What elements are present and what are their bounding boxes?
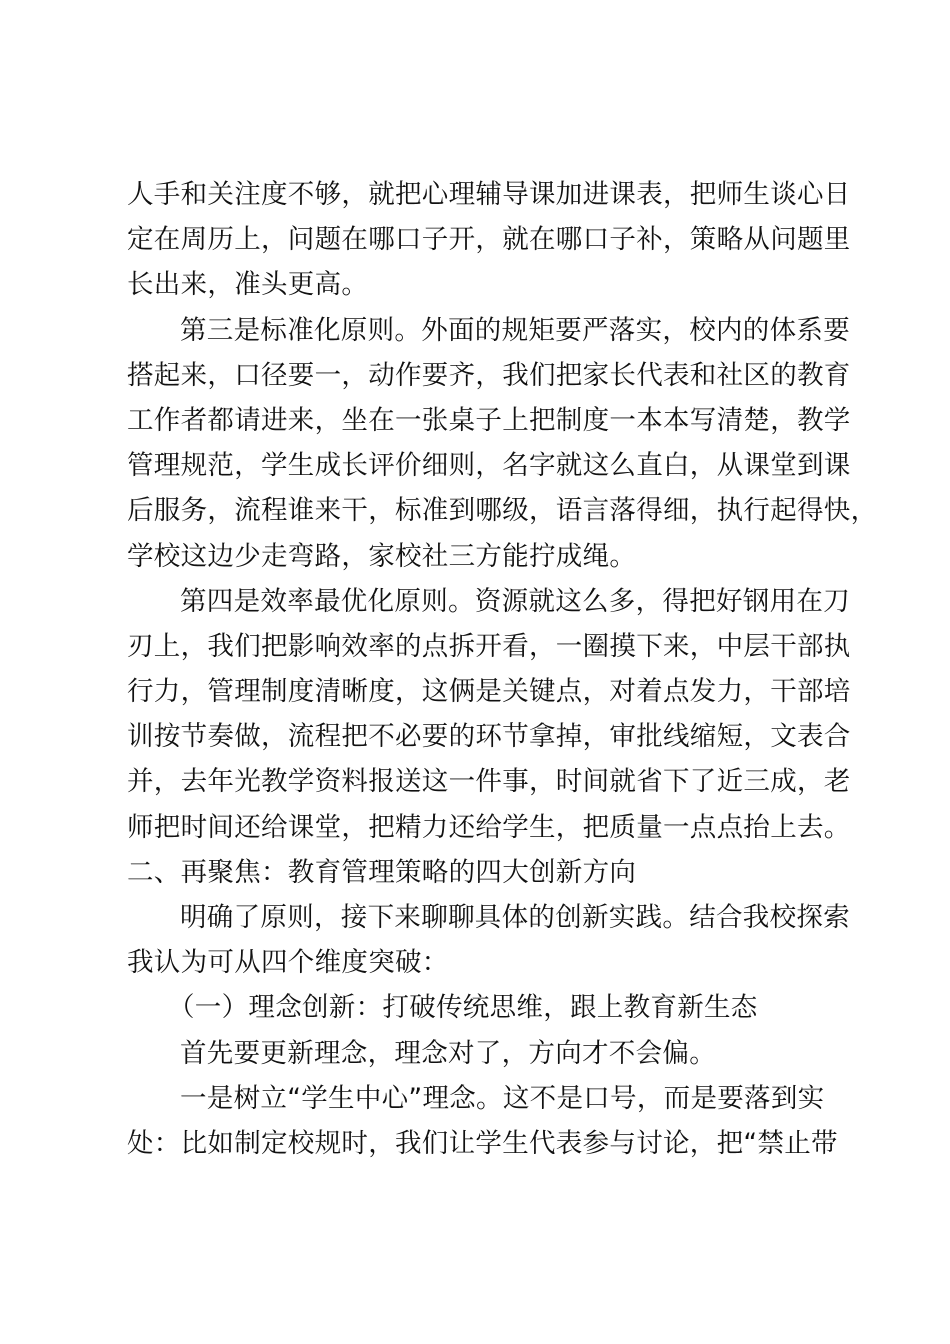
paragraph-start-line: 首先要更新理念，理念对了，方向才不会偏。 [180, 1037, 716, 1069]
text-line: 工作者都请进来，坐在一张桌子上把制度一本本写清楚，教学 [127, 404, 851, 436]
paragraph-start-line: 第四是效率最优化原则。资源就这么多，得把好钢用在刀 [180, 585, 850, 617]
paragraph-start-line: 一是树立“学生中心”理念。这不是口号，而是要落到实 [180, 1082, 825, 1114]
paragraph-start-line: 明确了原则，接下来聊聊具体的创新实践。结合我校探索 [180, 902, 850, 933]
body-text [127, 172, 878, 1166]
subsection-heading: （一）理念创新：打破传统思维，跟上教育新生态 [168, 992, 758, 1024]
text-line: 搭起来，口径要一，动作要齐，我们把家长代表和社区的教育 [127, 359, 851, 391]
paragraph-start-line: 第三是标准化原则。外面的规矩要严落实，校内的体系要 [180, 314, 850, 346]
section-heading: 二、再聚焦：教育管理策略的四大创新方向 [127, 856, 637, 888]
text-line: 定在周历上，问题在哪口子开，就在哪口子补，策略从问题里 [127, 224, 851, 256]
text-line: 学校这边少走弯路，家校社三方能拧成绳。 [127, 540, 637, 572]
text-line: 处：比如制定校规时，我们让学生代表参与讨论，把“禁止带 [127, 1127, 838, 1159]
text-line: 人手和关注度不够，就把心理辅导课加进课表，把师生谈心日 [127, 179, 851, 210]
text-line: 我认为可从四个维度突破： [127, 947, 449, 979]
text-line: 训按节奏做，流程把不必要的环节拿掉，审批线缩短，文表合 [127, 721, 851, 753]
text-line: 行力，管理制度清晰度，这俩是关键点，对着点发力，干部培 [127, 676, 851, 708]
text-line: 师把时间还给课堂，把精力还给学生，把质量一点点抬上去。 [127, 811, 851, 843]
text-line: 长出来，准头更高。 [127, 269, 369, 301]
text-line: 并，去年光教学资料报送这一件事，时间就省下了近三成，老 [127, 766, 851, 798]
text-line: 管理规范，学生成长评价细则，名字就这么直白，从课堂到课 [127, 450, 851, 482]
text-line: 后服务，流程谁来干，标准到哪级，语言落得细，执行起得快， [127, 495, 878, 527]
text-line: 刃上，我们把影响效率的点拆开看，一圈摸下来，中层干部执 [127, 630, 851, 662]
